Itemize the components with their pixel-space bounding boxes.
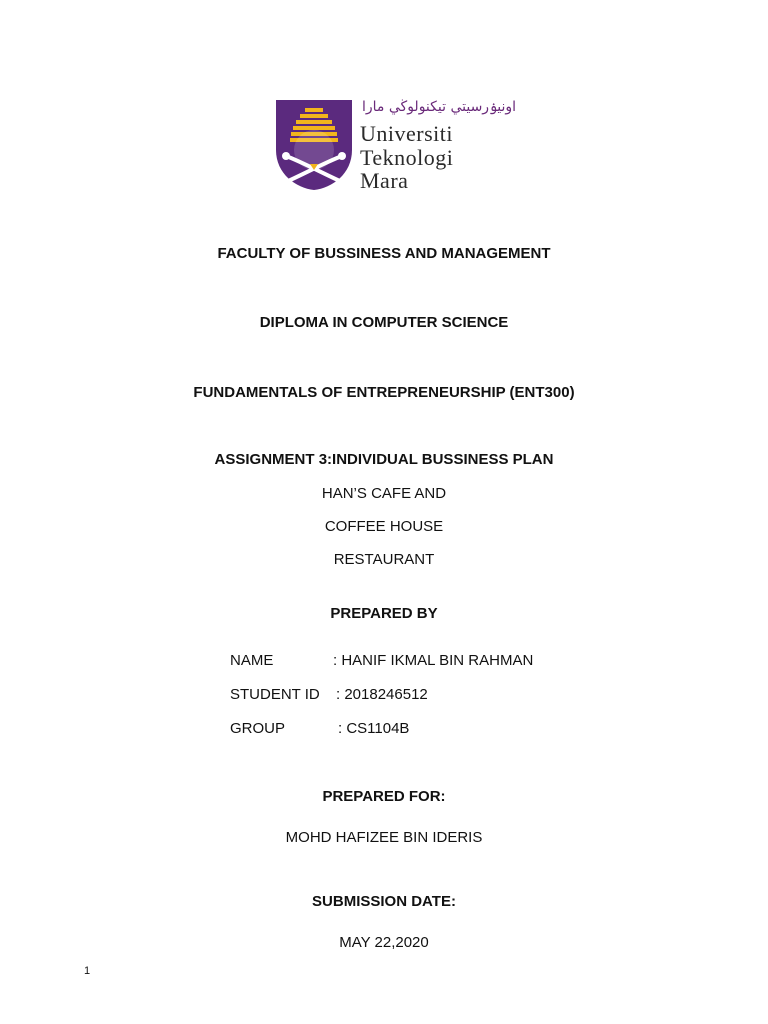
logo-line-teknologi: Teknologi (360, 145, 454, 170)
submission-date-heading: SUBMISSION DATE: (312, 893, 456, 910)
assignment-heading: ASSIGNMENT 3:INDIVIDUAL BUSSINESS PLAN (214, 451, 554, 468)
page-number: 1 (84, 965, 91, 977)
lecturer-name: MOHD HAFIZEE BIN IDERIS (285, 829, 483, 846)
business-name-line2: COFFEE HOUSE (324, 518, 444, 535)
prepared-for-heading: PREPARED FOR: (322, 788, 446, 805)
business-name-line3: RESTAURANT (333, 551, 435, 568)
programme-heading: DIPLOMA IN COMPUTER SCIENCE (259, 314, 509, 331)
student-id-label: STUDENT ID (230, 686, 320, 703)
faculty-heading: FACULTY OF BUSSINESS AND MANAGEMENT (217, 245, 551, 262)
logo-arabic-text: اونيۏرسيتي تيكنولوڬي مارا (362, 99, 517, 115)
group-value: : CS1104B (338, 720, 410, 737)
uitm-crest-icon (272, 98, 356, 192)
group-label: GROUP (230, 720, 286, 737)
submission-date-value: MAY 22,2020 (339, 934, 429, 951)
prepared-by-heading: PREPARED BY (330, 605, 438, 622)
name-label: NAME (230, 652, 274, 669)
logo-line-universiti: Universiti (360, 121, 453, 146)
logo-line-mara: Mara (360, 168, 409, 193)
business-name-line1: HAN’S CAFE AND (321, 485, 447, 502)
name-value: : HANIF IKMAL BIN RAHMAN (333, 652, 534, 669)
student-id-value: : 2018246512 (336, 686, 428, 703)
uitm-logo (272, 98, 517, 193)
course-heading: FUNDAMENTALS OF ENTREPRENEURSHIP (ENT300) (193, 384, 575, 401)
